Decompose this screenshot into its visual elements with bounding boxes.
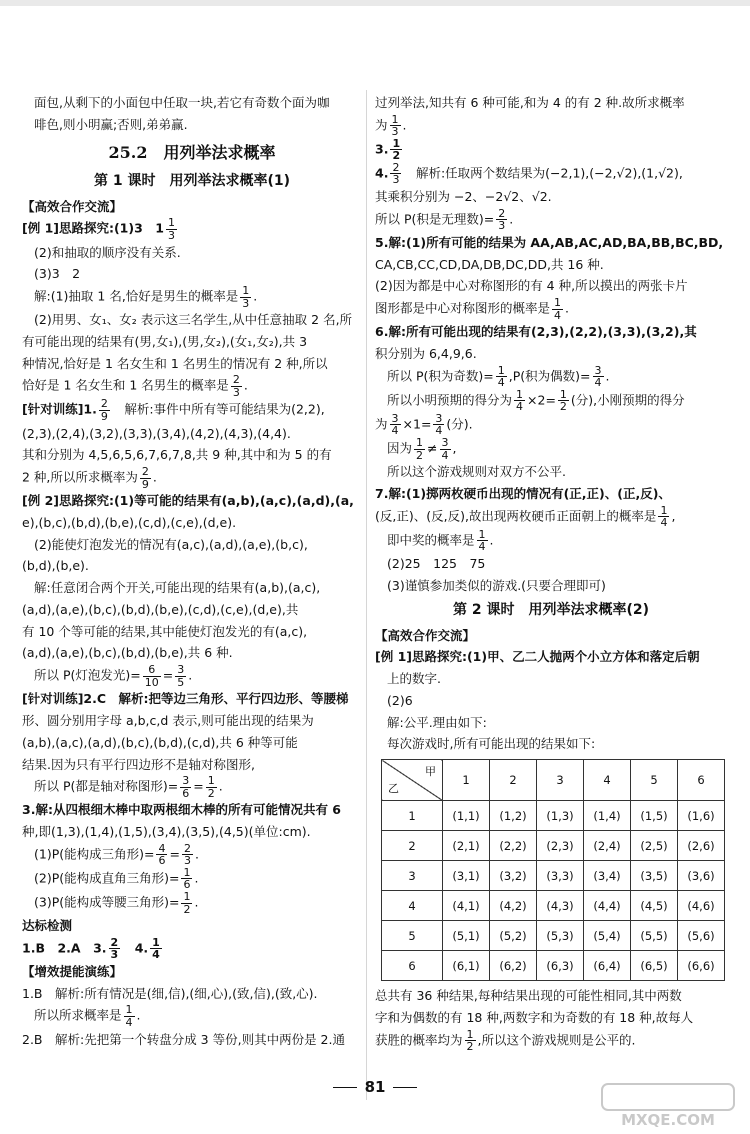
- text-line: 7.解:(1)掷两枚硬币出现的情况有(正,正)、(正,反)、: [375, 485, 671, 501]
- text-line: (a,d),(a,e),(b,c),(b,d),(b,e),(c,d),(c,e),(d,e),共: [22, 601, 299, 617]
- table-cell: (4,6): [678, 891, 725, 921]
- text-line: (a,d),(a,e),(b,c),(b,d),(b,e),共 6 种.: [22, 645, 233, 661]
- text-line: [例 2]思路探究:(1)等可能的结果有(a,b),(a,c),(a,d),(a,: [22, 493, 354, 509]
- table-col-header: 6: [678, 760, 725, 801]
- text-line: (2)25 125 75: [387, 555, 486, 571]
- table-cell: (3,2): [490, 861, 537, 891]
- text-line: (3)3 2: [34, 266, 81, 282]
- table-col-header: 3: [537, 760, 584, 801]
- text-line: 1.B 解析:所有情况是(细,信),(细,心),(致,信),(致,心).: [22, 985, 318, 1001]
- text-line: (2)用男、女₁、女₂ 表示这三名学生,从中任意抽取 2 名,所: [34, 312, 353, 328]
- table-cell: (6,1): [443, 951, 490, 981]
- table-cell: (3,4): [584, 861, 631, 891]
- text-line: 其乘积分别为 −2、−2√2、√2.: [375, 189, 552, 205]
- table-cell: (3,3): [537, 861, 584, 891]
- table-row: [382, 921, 725, 951]
- text-line: 为 $\frac{1}{3}$ .: [375, 112, 407, 139]
- column-divider: [366, 90, 367, 1100]
- text-line: 面包,从剩下的小面包中任取一块,若它有奇数个面为咖: [34, 95, 330, 110]
- table-col-header: 5: [631, 760, 678, 801]
- fraction: $\frac{1}{3}$: [168, 216, 175, 242]
- table-col-header: 2: [490, 760, 537, 801]
- table-cell: (6,2): [490, 951, 537, 981]
- watermark-logo: [598, 1082, 738, 1130]
- table-cell: (4,3): [537, 891, 584, 921]
- text-line: 所以 P(灯泡发光)= $\frac{6}{10}$ = $\frac{3}{5}$ .: [34, 663, 193, 689]
- text-line: 所以 P(都是轴对称图形)= $\frac{3}{6}$ = $\frac{1}{2}$ .: [34, 774, 223, 800]
- text-line: 解:(1)抽取 1 名,恰好是男生的概率是 $\frac{1}{3}$ .: [34, 284, 258, 310]
- text-line: 1.B 2.A 3. $\frac{2}{3}$ 4. $\frac{1}{4}$: [22, 935, 160, 962]
- text-line: 啡色,则小明赢;否则,弟弟赢.: [34, 116, 188, 132]
- text-line: [针对训练]2.C 解析:把等边三角形、平行四边形、等腰梯: [22, 691, 349, 707]
- table-cell: (2,6): [678, 831, 725, 861]
- text-line: (2)和抽取的顺序没有关系.: [34, 244, 181, 260]
- text-line: 所以所求概率是 $\frac{1}{4}$ .: [34, 1003, 141, 1030]
- top-band: [0, 0, 750, 6]
- text-line: (b,d),(b,e).: [22, 558, 89, 574]
- table-cell: (1,2): [490, 801, 537, 831]
- table-cell: (5,6): [678, 921, 725, 951]
- table-cell: (4,5): [631, 891, 678, 921]
- table-cell: (2,5): [631, 831, 678, 861]
- table-cell: (2,3): [537, 831, 584, 861]
- left-column: [22, 92, 362, 1050]
- text-line: (a,b),(a,c),(a,d),(b,c),(b,d),(c,d),共 6 种等可能: [22, 734, 298, 750]
- table-row-header: 6: [382, 951, 443, 981]
- text-line: 即中奖的概率是 $\frac{1}{4}$ .: [387, 527, 494, 554]
- text-line: (3)P(能构成等腰三角形)= $\frac{1}{2}$ .: [34, 890, 199, 916]
- text-line: 所以 P(积是无理数)= $\frac{2}{3}$ .: [375, 206, 514, 233]
- table-cell: (2,1): [443, 831, 490, 861]
- page-number: 81: [0, 1078, 750, 1096]
- table-row: [382, 861, 725, 891]
- table-cell: (5,2): [490, 921, 537, 951]
- text-line: 解:任意闭合两个开关,可能出现的结果有(a,b),(a,c),: [34, 580, 321, 596]
- table-cell: (1,6): [678, 801, 725, 831]
- table-cell: (5,3): [537, 921, 584, 951]
- table-row-header: 3: [382, 861, 443, 891]
- text-line: 所以小明预期的得分为 $\frac{1}{4}$ ×2= $\frac{1}{2}$ (分),小刚预期的得分: [387, 387, 685, 414]
- text-line: 过列举法,知共有 6 种可能,和为 4 的有 2 种.故所求概率: [375, 95, 685, 110]
- svg-text:MXQE.COM: MXQE.COM: [621, 1111, 715, 1129]
- text-line: 总共有 36 种结果,每种结果出现的可能性相同,其中两数: [375, 988, 682, 1004]
- text-line: 为 $\frac{3}{4}$ ×1= $\frac{3}{4}$ (分).: [375, 411, 473, 438]
- text-line: (2)能使灯泡发光的情况有(a,c),(a,d),(a,e),(b,c),: [34, 536, 308, 552]
- table-cell: (4,2): [490, 891, 537, 921]
- subsection-heading: 【高效合作交流】: [22, 198, 123, 214]
- table-cell: (2,4): [584, 831, 631, 861]
- table-cell: (5,5): [631, 921, 678, 951]
- text-line: 结果.因为只有平行四边形不是轴对称图形,: [22, 756, 255, 772]
- text-line: (2,3),(2,4),(3,2),(3,3),(3,4),(4,2),(4,3),(4,4).: [22, 425, 291, 441]
- table-cell: (6,5): [631, 951, 678, 981]
- table-row: [382, 801, 725, 831]
- text-line: (1)P(能构成三角形)= $\frac{4}{6}$ = $\frac{2}{3}$ .: [34, 841, 199, 868]
- table-corner-cell: 甲 乙: [382, 760, 443, 801]
- lesson-title: 第 2 课时 用列举法求概率(2): [452, 602, 650, 619]
- text-line: (3)谨慎参加类似的游戏.(只要合理即可): [387, 577, 606, 593]
- table-cell: (2,2): [490, 831, 537, 861]
- table-cell: (4,1): [443, 891, 490, 921]
- table-cell: (1,4): [584, 801, 631, 831]
- table-cell: (5,4): [584, 921, 631, 951]
- text-line: 获胜的概率均为 $\frac{1}{2}$ ,所以这个游戏规则是公平的.: [375, 1027, 636, 1054]
- lesson-title: 第 1 课时 用列举法求概率(1): [93, 173, 291, 190]
- text-line: 4. $\frac{2}{3}$ 解析:任取两个数结果为(−2,1),(−2,√2),(1,√2),: [375, 160, 683, 187]
- table-col-header: 4: [584, 760, 631, 801]
- text-line: 积分别为 6,4,9,6.: [375, 345, 477, 361]
- text-line: 有 10 个等可能的结果,其中能使灯泡发光的有(a,c),: [22, 623, 308, 639]
- table-cell: (6,3): [537, 951, 584, 981]
- table-row-header: 4: [382, 891, 443, 921]
- text-line: 2 种,所以所求概率为 $\frac{2}{9}$ .: [22, 465, 157, 491]
- text-line: 种情况,恰好是 1 名女生和 1 名男生的情况有 2 种,所以: [22, 355, 328, 371]
- text-line: 2.B 解析:先把第一个转盘分成 3 等份,则其中两份是 2.通: [22, 1031, 345, 1047]
- text-line: 解:公平.理由如下:: [387, 714, 487, 730]
- table-cell: (6,6): [678, 951, 725, 981]
- text-line: CA,CB,CC,CD,DA,DB,DC,DD,共 16 种.: [375, 256, 604, 272]
- table-row-header: 5: [382, 921, 443, 951]
- text-line: 3. $\frac{1}{2}$: [375, 136, 401, 163]
- table-cell: (6,4): [584, 951, 631, 981]
- text-line: 其和分别为 4,5,6,5,6,7,6,7,8,共 9 种,其中和为 5 的有: [22, 447, 332, 463]
- table-cell: (5,1): [443, 921, 490, 951]
- text-line: 字和为偶数的有 18 种,两数字和为奇数的有 18 种,故每人: [375, 1009, 694, 1025]
- table-cell: (1,3): [537, 801, 584, 831]
- table-col-header: 1: [443, 760, 490, 801]
- text-line: 每次游戏时,所有可能出现的结果如下:: [387, 736, 596, 752]
- text-line: 5.解:(1)所有可能的结果为 AA,AB,AC,AD,BA,BB,BC,BD,: [375, 234, 724, 250]
- table-row: [382, 891, 725, 921]
- table-cell: (3,5): [631, 861, 678, 891]
- subsection-heading: 【增效提能演练】: [22, 963, 123, 979]
- text-line: 6.解:所有可能出现的结果有(2,3),(2,2),(3,3),(3,2),其: [375, 324, 697, 340]
- text-line: [针对训练]1. $\frac{2}{9}$ 解析:事件中所有等可能结果为(2,2),: [22, 397, 325, 424]
- text-line: 所以这个游戏规则对双方不公平.: [387, 464, 566, 480]
- text-line: (反,正)、(反,反),故出现两枚硬币正面朝上的概率是 $\frac{1}{4}$ ,: [375, 503, 676, 530]
- table-cell: (1,1): [443, 801, 490, 831]
- text-line: [例 1]思路探究:(1)甲、乙二人抛两个小立方体和落定后朝: [375, 649, 700, 665]
- text-line: 因为 $\frac{1}{2}$ ≠ $\frac{3}{4}$ ,: [387, 436, 457, 462]
- table-row: [382, 951, 725, 981]
- table-cell: (4,4): [584, 891, 631, 921]
- table-row-header: 1: [382, 801, 443, 831]
- text-line: 有可能出现的结果有(男,女₁),(男,女₂),(女₁,女₂),共 3: [22, 333, 308, 349]
- text-line: (2)因为都是中心对称图形的有 4 种,所以摸出的两张卡片: [375, 278, 688, 294]
- text-line: e),(b,c),(b,d),(b,e),(c,d),(c,e),(d,e).: [22, 514, 237, 530]
- text-line: [例 1]思路探究:(1)3 1 $\frac{1}{3}$: [22, 216, 175, 242]
- outcome-table: [381, 759, 725, 981]
- table-row-header: 2: [382, 831, 443, 861]
- text-line: (2)6: [387, 692, 413, 708]
- text-line: 3.解:从四根细木棒中取两根细木棒的所有可能情况共有 6: [22, 802, 341, 818]
- text-line: (2)P(能构成直角三角形)= $\frac{1}{6}$ .: [34, 865, 199, 892]
- subsection-heading: 达标检测: [22, 918, 73, 934]
- table-header-row: [382, 760, 725, 801]
- text-line: 形、圆分别用字母 a,b,c,d 表示,则可能出现的结果为: [22, 713, 314, 728]
- right-column: [375, 92, 727, 1053]
- text-line: 所以 P(积为奇数)= $\frac{1}{4}$ ,P(积为偶数)= $\frac{3}{4}$ .: [387, 363, 610, 390]
- subsection-heading: 【高效合作交流】: [375, 627, 476, 643]
- section-title: 25.2 用列举法求概率: [108, 142, 276, 162]
- table-row: [382, 831, 725, 861]
- table-cell: (3,1): [443, 861, 490, 891]
- text-line: 种,即(1,3),(1,4),(1,5),(3,4),(3,5),(4,5)(单位:cm).: [22, 824, 311, 840]
- text-line: 上的数字.: [387, 671, 441, 687]
- table-cell: (1,5): [631, 801, 678, 831]
- table-cell: (3,6): [678, 861, 725, 891]
- text-line: 恰好是 1 名女生和 1 名男生的概率是 $\frac{2}{3}$ .: [22, 373, 248, 399]
- text-line: 图形都是中心对称图形的概率是 $\frac{1}{4}$ .: [375, 296, 569, 322]
